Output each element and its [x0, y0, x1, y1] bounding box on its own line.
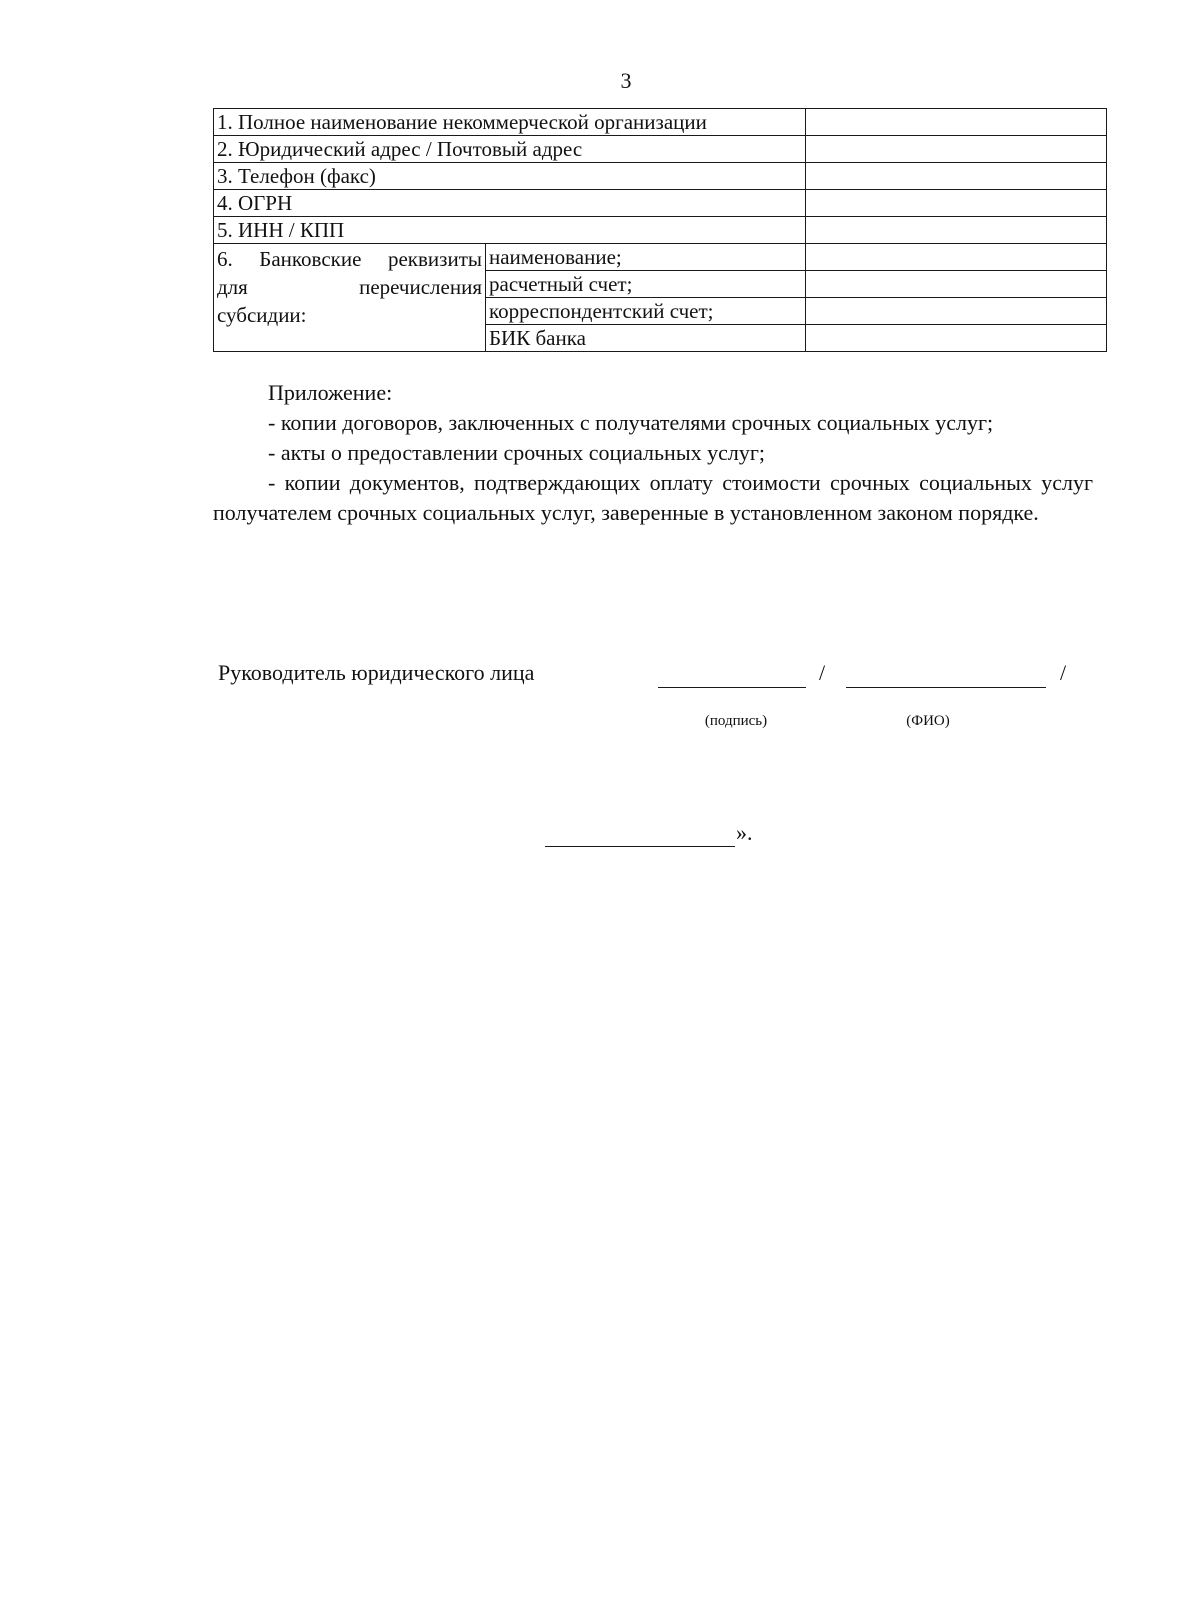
- bank-field-label: корреспондентский счет;: [486, 298, 806, 325]
- table-row: [214, 163, 1107, 190]
- table-row: [214, 244, 1107, 271]
- bank-label-word: для: [217, 275, 248, 299]
- attachments-section: [213, 378, 1093, 528]
- row-value: [806, 109, 1107, 136]
- attachments-heading: Приложение:: [268, 380, 393, 405]
- row-label: 1. Полное наименование некоммерческой организации: [214, 109, 806, 136]
- page-number: 3: [620, 68, 632, 93]
- attachment-item: - копии договоров, заключенных с получателями срочных социальных услуг;: [268, 410, 994, 435]
- row-value: [806, 217, 1107, 244]
- bank-field-label: БИК банка: [486, 325, 806, 352]
- separator-slash: /: [819, 660, 826, 685]
- table-row: [214, 109, 1107, 136]
- bank-label-word: реквизиты: [387, 247, 482, 271]
- table-row: [214, 217, 1107, 244]
- bank-field-label: расчетный счет;: [486, 271, 806, 298]
- separator-slash: /: [1060, 660, 1067, 685]
- bank-field-value: [806, 244, 1107, 271]
- name-line: [846, 687, 1046, 688]
- row-label: 4. ОГРН: [214, 190, 806, 217]
- bank-label-word: Банковские: [259, 247, 362, 271]
- name-caption: (ФИО): [906, 713, 950, 729]
- row-label: 2. Юридический адрес / Почтовый адрес: [214, 136, 806, 163]
- row-value: [806, 163, 1107, 190]
- row-label: 5. ИНН / КПП: [214, 217, 806, 244]
- signature-block: [218, 660, 1098, 730]
- attachment-item: - копии документов, подтверждающих оплату стоимости срочных социальных услуг получателем срочных социальных услуг, заверенные в установленном законом порядке.: [213, 470, 1093, 525]
- attachment-item: - акты о предоставлении срочных социальных услуг;: [268, 440, 765, 465]
- bank-label-word: субсидии:: [217, 303, 307, 327]
- bank-details-label: [214, 244, 486, 352]
- bank-label-word: 6.: [217, 247, 233, 271]
- table-row: [214, 190, 1107, 217]
- table-row: [214, 136, 1107, 163]
- row-value: [806, 136, 1107, 163]
- bank-field-label: наименование;: [486, 244, 806, 271]
- bank-field-value: [806, 298, 1107, 325]
- row-label: 3. Телефон (факс): [214, 163, 806, 190]
- signature-line: [658, 687, 806, 688]
- bank-field-value: [806, 325, 1107, 352]
- row-value: [806, 190, 1107, 217]
- bank-label-word: перечисления: [359, 275, 482, 299]
- closing-blank-line: [545, 820, 735, 847]
- signatory-title: Руководитель юридического лица: [218, 660, 535, 685]
- closing-mark: [545, 820, 753, 847]
- closing-quote: ».: [736, 820, 753, 845]
- bank-field-value: [806, 271, 1107, 298]
- requisites-table: [213, 108, 1107, 352]
- signature-caption: (подпись): [704, 713, 768, 729]
